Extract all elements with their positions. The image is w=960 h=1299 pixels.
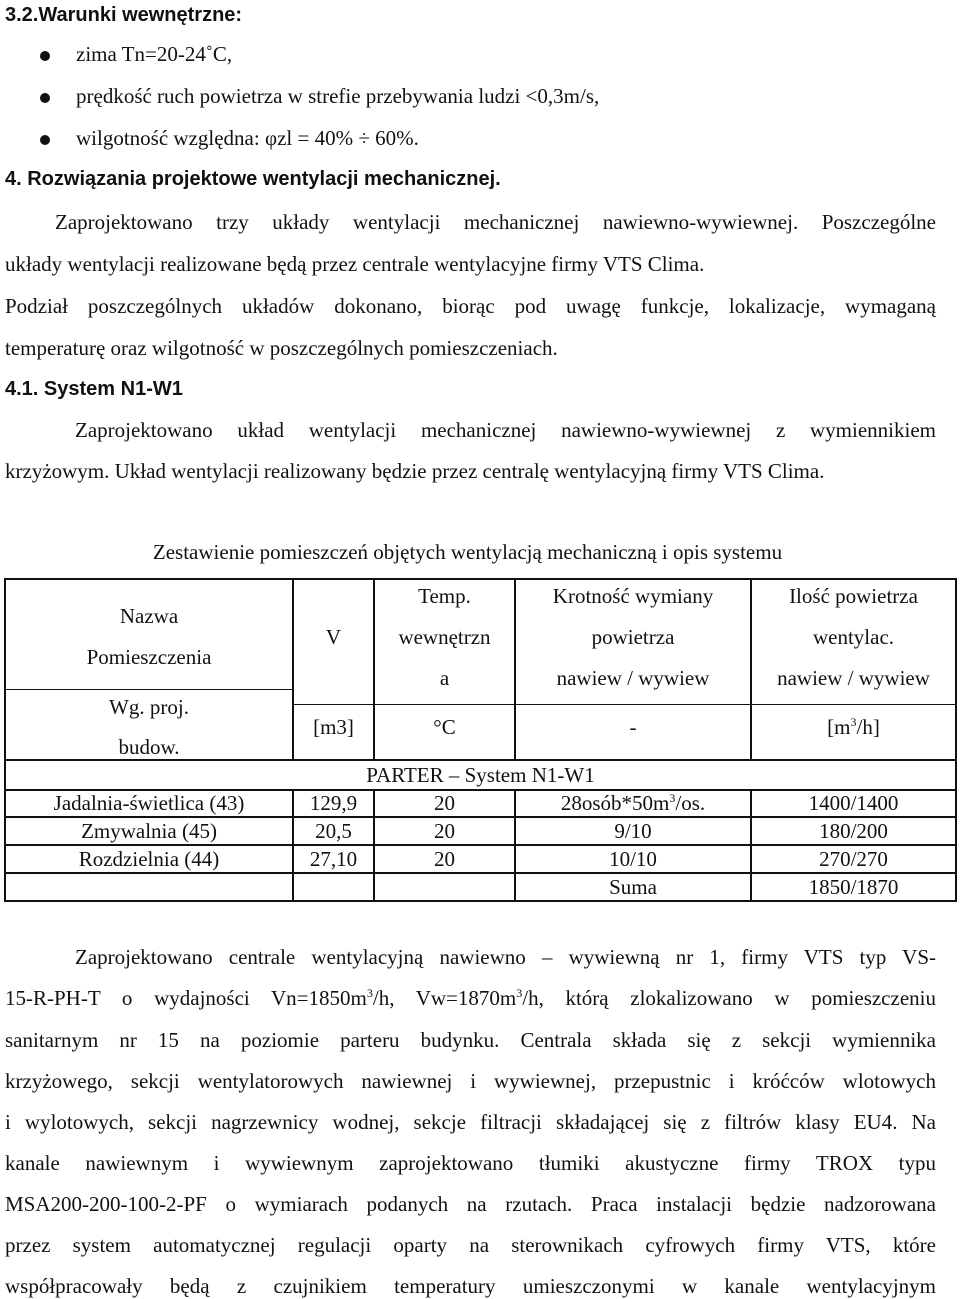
header-krot-line2: powietrza — [591, 625, 675, 649]
bullet-icon — [40, 93, 50, 103]
header-proj-line2: budow. — [118, 735, 180, 759]
row-v: 20,5 — [315, 819, 352, 843]
header-name-line1: Nazwa — [119, 604, 179, 628]
row-v: 27,10 — [309, 847, 358, 871]
header-unit-ilosc: $[m^3/h]$ — [827, 715, 880, 739]
row-v: 129,9 — [309, 791, 358, 815]
header-krot-line3: nawiew / wywiew — [556, 666, 710, 690]
table-group-title: PARTER – System N1-W1 — [366, 763, 595, 787]
bullet-icon — [40, 135, 50, 145]
paragraph-line: temperaturę oraz wilgotność w poszczególnych pomieszczeniach. — [5, 336, 558, 360]
row-temp: 20 — [434, 819, 455, 843]
paragraph-line: Zaprojektowano układ wentylacji mechanicznej nawiewno-wywiewnej z wymiennikiem — [75, 418, 936, 442]
header-ilosc-line1: Ilość powietrza — [789, 584, 918, 608]
section-heading-3-2: 3.2.Warunki wewnętrzne: — [5, 4, 243, 26]
row-name: Rozdzielnia (44) — [78, 847, 220, 871]
row-temp: 20 — [434, 847, 455, 871]
header-temp-line3: a — [439, 666, 450, 690]
header-unit-temp: °C — [433, 715, 456, 739]
paragraph-line: Zaprojektowano centrale wentylacyjną nawiewno – wywiewną nr 1, firmy VTS typ VS- — [75, 945, 936, 969]
row-ilosc: 180/200 — [819, 819, 888, 843]
row-name: Jadalnia-świetlica (43) — [53, 791, 245, 815]
paragraph-line: kanale nawiewnym i wywiewnym zaprojektowano tłumiki akustyczne firmy TROX typu — [5, 1151, 936, 1175]
paragraph-line: krzyżowym. Układ wentylacji realizowany będzie przez centralę wentylacyjną firmy VTS Clima. — [5, 459, 825, 483]
bullet-item: prędkość ruch powietrza w strefie przebywania ludzi <0,3m/s, — [76, 84, 600, 108]
paragraph-line: współpracowały będą z czujnikiem temperatury umieszczonymi w kanale wentylacyjnym — [5, 1274, 936, 1298]
header-unit-v: [m3] — [313, 715, 354, 739]
header-ilosc-line2: wentylac. — [812, 625, 895, 649]
row-krotnosc: 9/10 — [614, 819, 652, 843]
header-unit-krot: - — [629, 715, 637, 739]
section-heading-4-1: 4.1. System N1-W1 — [5, 378, 183, 400]
paragraph-line: układy wentylacji realizowane będą przez centrale wentylacyjne firmy VTS Clima. — [5, 252, 705, 276]
header-krot-line1: Krotność wymiany — [552, 584, 714, 608]
bullet-item: wilgotność względna: φzl = 40% ÷ 60%. — [76, 126, 419, 150]
section-heading-4: 4. Rozwiązania projektowe wentylacji mechanicznej. — [5, 168, 501, 190]
header-proj-line1: Wg. proj. — [109, 695, 189, 719]
row-name: Zmywalnia (45) — [81, 819, 217, 843]
header-v: V — [325, 625, 342, 649]
row-ilosc: 270/270 — [819, 847, 888, 871]
paragraph-line: Zaprojektowano trzy układy wentylacji mechanicznej nawiewno-wywiewnej. Poszczególne — [55, 210, 936, 234]
row-krotnosc: 10/10 — [609, 847, 657, 871]
paragraph-line: MSA200-200-100-2-PF o wymiarach podanych na rzutach. Praca instalacji będzie nadzorowana — [5, 1192, 936, 1216]
header-name-line2: Pomieszczenia — [86, 645, 212, 669]
row-temp: 20 — [434, 791, 455, 815]
sum-value: 1850/1870 — [808, 875, 899, 899]
bullet-item: zima Tn=20-24˚C, — [76, 42, 233, 66]
sum-label: Suma — [609, 875, 657, 899]
paragraph-line: sanitarnym nr 15 na poziomie parteru budynku. Centrala składa się z sekcji wymiennika — [5, 1028, 936, 1052]
paragraph-line: i wylotowych, sekcji nagrzewnicy wodnej, sekcje filtracji składającej się z filtrów klasy EU4. Na — [5, 1110, 936, 1134]
row-krotnosc: $28osób*50m^3/os$. — [560, 791, 706, 815]
paragraph-line: Podział poszczególnych układów dokonano, biorąc pod uwagę funkcje, lokalizacje, wymaganą — [5, 294, 936, 318]
header-temp-line1: Temp. — [418, 584, 471, 608]
paragraph-line: 15-R-PH-T o wydajności $Vn=1850m^3/h$, $Vw=1870m^3/h$, którą zlokalizowano w pomieszczeniu — [5, 986, 936, 1010]
paragraph-line: przez system automatycznej regulacji oparty na sterownikach cyfrowych firmy VTS, które — [5, 1233, 936, 1257]
bullet-icon — [40, 51, 50, 61]
header-temp-line2: wewnętrzn — [398, 625, 491, 649]
table-caption: Zestawienie pomieszczeń objętych wentylacją mechaniczną i opis systemu — [152, 540, 783, 564]
header-ilosc-line3: nawiew / wywiew — [777, 666, 930, 690]
row-ilosc: 1400/1400 — [808, 791, 899, 815]
paragraph-line: krzyżowego, sekcji wentylatorowych nawiewnej i wywiewnej, przepustnic i króćców wlotowych — [5, 1069, 936, 1093]
